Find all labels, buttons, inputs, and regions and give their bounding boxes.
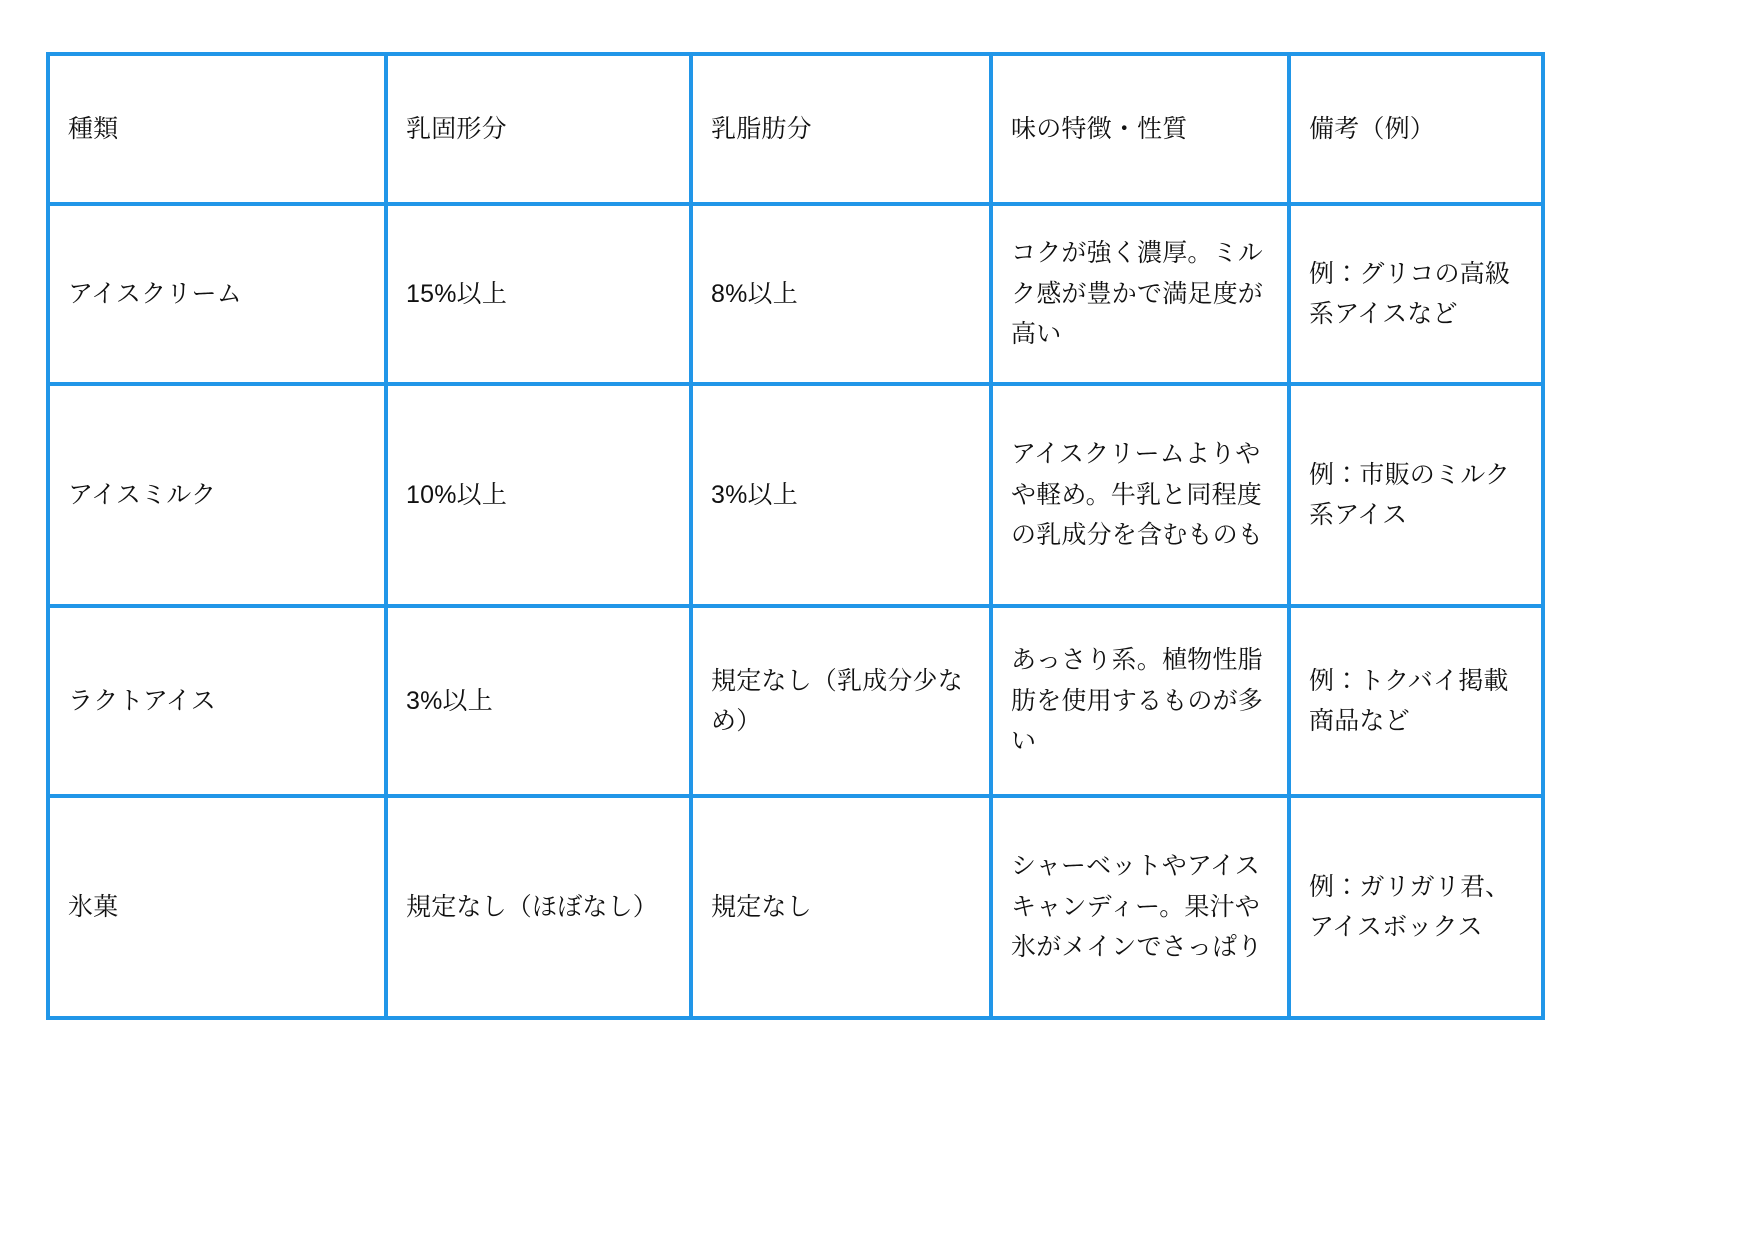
table-row xyxy=(48,384,1543,606)
table-row xyxy=(48,204,1543,384)
cell-type: 氷菓 xyxy=(48,796,386,1018)
cell-taste: アイスクリームよりやや軽め。牛乳と同程度の乳成分を含むものも xyxy=(991,384,1289,606)
column-header-taste: 味の特徴・性質 xyxy=(991,54,1289,204)
column-header-type: 種類 xyxy=(48,54,386,204)
cell-milk-fat: 規定なし xyxy=(691,796,991,1018)
cell-note: 例：グリコの高級系アイスなど xyxy=(1289,204,1543,384)
cell-type: アイスクリーム xyxy=(48,204,386,384)
cell-note: 例：ガリガリ君、アイスボックス xyxy=(1289,796,1543,1018)
cell-milk-solids: 規定なし（ほぼなし） xyxy=(386,796,691,1018)
cell-milk-solids: 15%以上 xyxy=(386,204,691,384)
cell-milk-fat: 8%以上 xyxy=(691,204,991,384)
table-body xyxy=(48,204,1543,1018)
cell-taste: シャーベットやアイスキャンディー。果汁や氷がメインでさっぱり xyxy=(991,796,1289,1018)
table-row xyxy=(48,796,1543,1018)
table-container xyxy=(46,52,1541,1020)
column-header-note: 備考（例） xyxy=(1289,54,1543,204)
column-header-milk-fat: 乳脂肪分 xyxy=(691,54,991,204)
cell-milk-solids: 10%以上 xyxy=(386,384,691,606)
ice-cream-classification-table xyxy=(46,52,1545,1020)
table-header-row xyxy=(48,54,1543,204)
cell-milk-fat: 規定なし（乳成分少なめ） xyxy=(691,606,991,796)
cell-type: アイスミルク xyxy=(48,384,386,606)
cell-type: ラクトアイス xyxy=(48,606,386,796)
cell-note: 例：市販のミルク系アイス xyxy=(1289,384,1543,606)
cell-note: 例：トクバイ掲載商品など xyxy=(1289,606,1543,796)
cell-milk-solids: 3%以上 xyxy=(386,606,691,796)
cell-taste: あっさり系。植物性脂肪を使用するものが多い xyxy=(991,606,1289,796)
table-row xyxy=(48,606,1543,796)
column-header-milk-solids: 乳固形分 xyxy=(386,54,691,204)
cell-milk-fat: 3%以上 xyxy=(691,384,991,606)
cell-taste: コクが強く濃厚。ミルク感が豊かで満足度が高い xyxy=(991,204,1289,384)
table-header xyxy=(48,54,1543,204)
